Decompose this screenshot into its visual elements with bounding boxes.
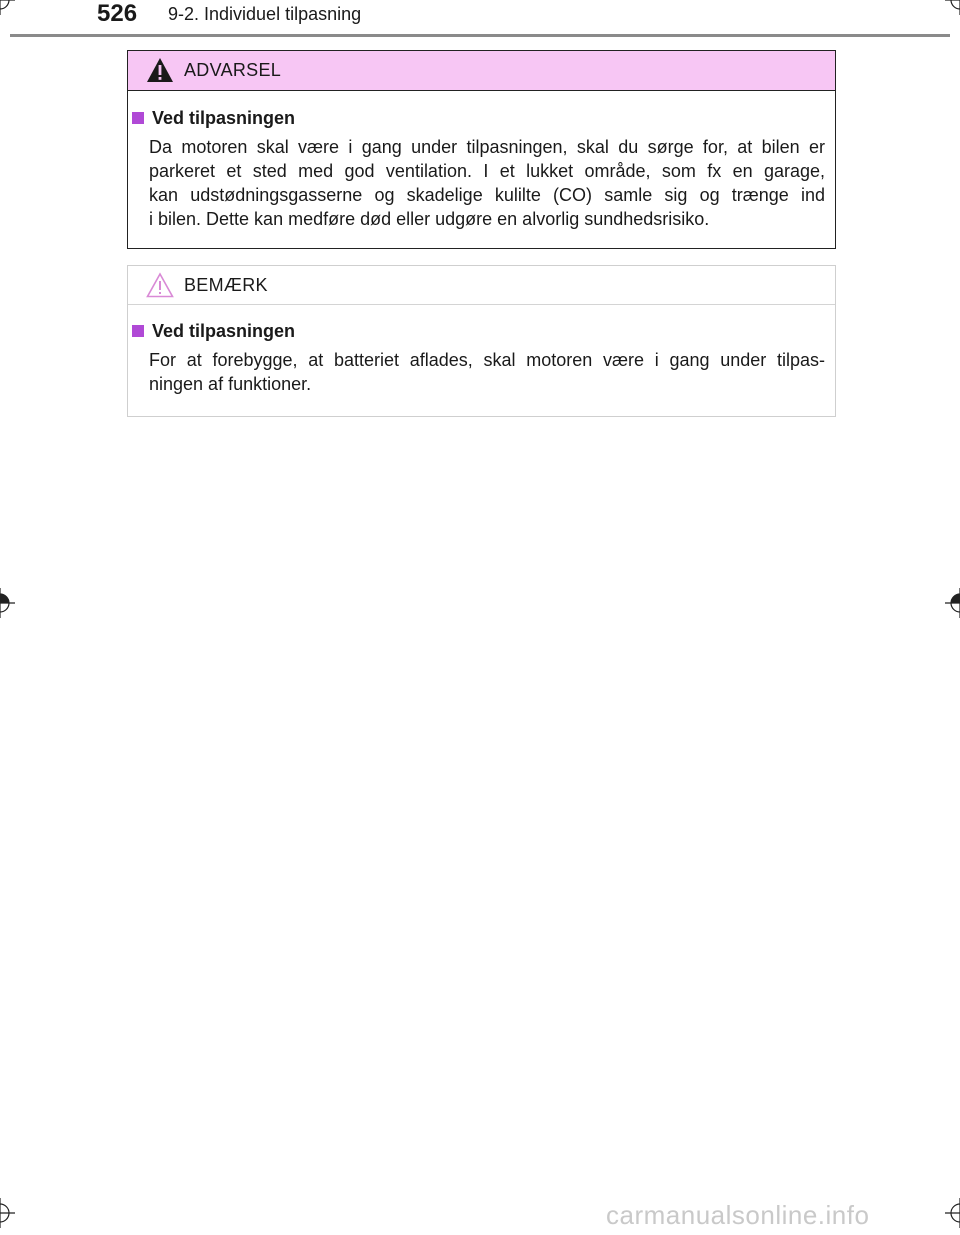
warning-item-title-text: Ved tilpasningen bbox=[152, 108, 296, 128]
warning-triangle-icon bbox=[146, 57, 174, 83]
registration-mark-icon bbox=[0, 1198, 15, 1228]
warning-box bbox=[127, 50, 836, 249]
notice-item-title bbox=[132, 321, 295, 342]
notice-box-header bbox=[128, 266, 835, 305]
warning-text-line: i bilen. Dette kan medføre død eller udgøre en alvorlig sundhedsrisiko. bbox=[149, 209, 710, 229]
warning-box-label: ADVARSEL bbox=[184, 60, 282, 80]
registration-mark-icon bbox=[0, 0, 15, 15]
square-bullet-icon bbox=[132, 112, 144, 124]
registration-mark-icon bbox=[945, 588, 960, 618]
caution-triangle-outline-icon bbox=[146, 272, 174, 298]
notice-item-title-text: Ved tilpasningen bbox=[152, 321, 296, 341]
warning-text-line: parkeret et sted med god ventilation. I et lukket område, som fx en garage, bbox=[149, 161, 825, 181]
warning-text-line: kan udstødningsgasserne og skadelige kulilte (CO) samle sig og trænge ind bbox=[149, 185, 825, 205]
square-bullet-icon bbox=[132, 325, 144, 337]
notice-text-line: ningen af funktioner. bbox=[149, 374, 312, 394]
registration-mark-icon bbox=[945, 1198, 960, 1228]
header-rule bbox=[10, 34, 950, 37]
notice-text-line: For at forebygge, at batteriet aflades, skal motoren være i gang under tilpas- bbox=[149, 350, 825, 370]
warning-item-text bbox=[149, 135, 825, 231]
watermark: carmanualsonline.info bbox=[606, 1200, 870, 1230]
page-number: 526 bbox=[97, 0, 138, 27]
warning-item-title bbox=[132, 108, 295, 129]
notice-box-label: BEMÆRK bbox=[184, 275, 268, 295]
warning-text-line: Da motoren skal være i gang under tilpasningen, skal du sørge for, at bilen er bbox=[149, 137, 825, 157]
registration-mark-icon bbox=[0, 588, 15, 618]
notice-box bbox=[127, 265, 836, 417]
warning-box-header bbox=[128, 51, 835, 91]
registration-mark-icon bbox=[945, 0, 960, 15]
section-title: 9-2. Individuel tilpasning bbox=[168, 4, 362, 24]
notice-item-text bbox=[149, 348, 825, 396]
